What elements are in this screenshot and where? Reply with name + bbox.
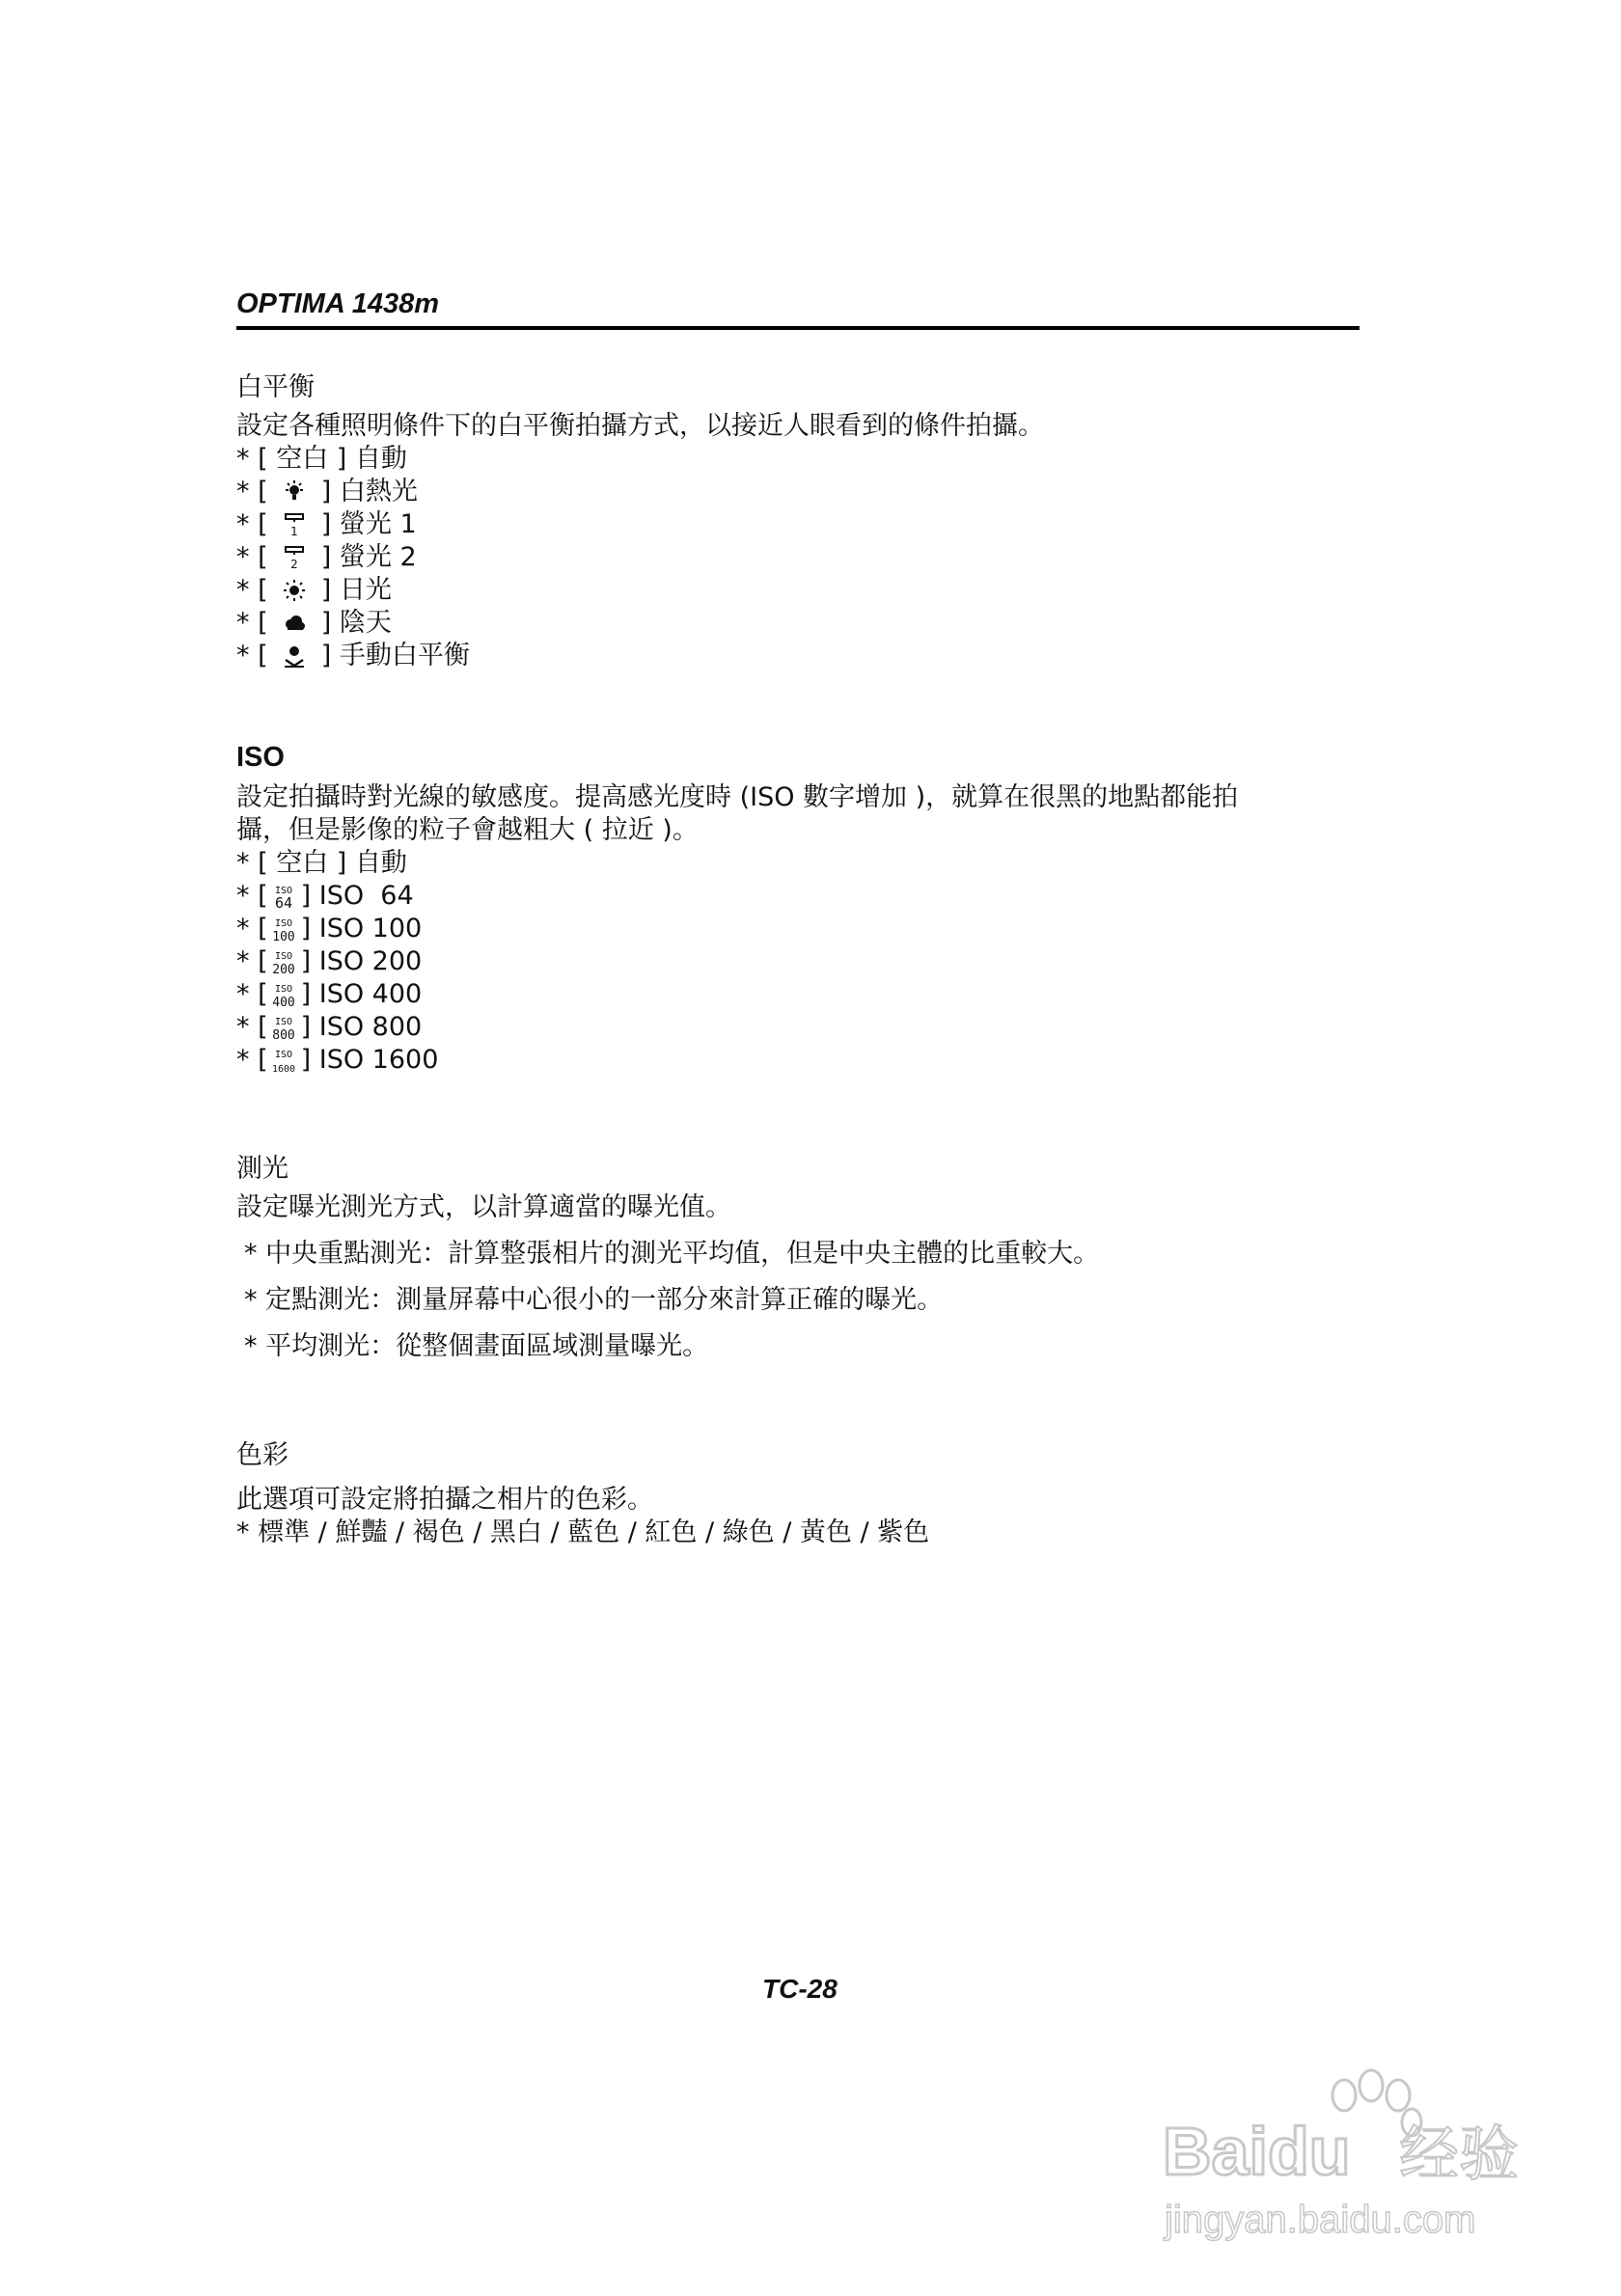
cloudy-icon [276, 610, 313, 637]
iso-64-icon [268, 883, 301, 910]
iso-200-icon [268, 948, 301, 975]
wb-item-label: ] 日光 [313, 575, 392, 605]
wb-item-label: 空白 ] 自動 [276, 444, 407, 474]
svg-text:ISO: ISO [274, 886, 292, 896]
color-heading: 色彩 [236, 1440, 288, 1470]
iso-item-auto [236, 847, 1365, 880]
wb-item-daylight [236, 574, 1365, 607]
iso-item-prefix: * [ [236, 881, 268, 911]
color-options: * 標準 / 鮮豔 / 褐色 / 黑白 / 藍色 / 紅色 / 綠色 / 黃色 / 紫色 [236, 1517, 930, 1547]
iso-icon-number: 100 [271, 930, 295, 944]
iso-item-100 [236, 913, 1365, 945]
svg-text:ISO: ISO [274, 918, 292, 929]
iso-item-label: 空白 ] 自動 [276, 848, 407, 878]
svg-text:1: 1 [290, 525, 299, 538]
wb-item-label: ] 白熱光 [313, 477, 418, 506]
white-balance-section [236, 371, 1365, 672]
iso-item-label: ] ISO 100 [300, 914, 423, 943]
svg-text:ISO: ISO [274, 1050, 292, 1060]
wb-item-prefix: * [ [236, 542, 277, 572]
iso-section [236, 741, 1365, 1077]
iso-description-line-1: 設定拍攝時對光線的敏感度。提高感光度時 (ISO 數字增加 )，就算在很黑的地點都能拍 [236, 782, 1239, 812]
manual-wb-icon [276, 642, 313, 670]
wb-item-manual [236, 640, 1365, 672]
watermark-brand-du: du [1267, 2114, 1351, 2189]
iso-item-prefix: * [ [236, 1045, 268, 1075]
wb-item-fluorescent-2 [236, 541, 1365, 574]
iso-heading: ISO [236, 742, 285, 773]
watermark-cn-text: 经验 [1399, 2118, 1520, 2189]
iso-item-1600 [236, 1044, 1365, 1077]
wb-item-prefix: * [ [236, 477, 277, 506]
document-header-title: OPTIMA 1438m [236, 288, 440, 319]
iso-item-label: ] ISO 64 [300, 881, 414, 911]
iso-item-label: ] ISO 400 [300, 979, 423, 1009]
header-divider [236, 326, 1360, 330]
wb-item-auto [236, 443, 1365, 476]
metering-item-average: * 平均測光：從整個畫面區域測量曝光。 [244, 1331, 709, 1361]
iso-item-prefix: * [ [236, 946, 268, 976]
iso-400-icon [268, 981, 301, 1008]
wb-item-label: ] 手動白平衡 [313, 641, 470, 670]
watermark-brand-bai: Bai [1163, 2114, 1268, 2189]
wb-item-label: ] 螢光 2 [313, 542, 417, 572]
metering-item-spot: * 定點測光：測量屏幕中心很小的一部分來計算正確的曝光。 [244, 1285, 944, 1315]
wb-item-prefix: * [ [236, 608, 277, 638]
iso-icon-number: 1600 [271, 1064, 295, 1075]
iso-icon-number: 200 [271, 963, 295, 977]
wb-item-prefix: * [ [236, 509, 277, 539]
iso-item-64 [236, 880, 1365, 913]
wb-item-prefix: * [ [236, 641, 277, 670]
wb-item-label: ] 螢光 1 [313, 509, 417, 539]
color-section [236, 1439, 1365, 1549]
svg-text:ISO: ISO [274, 984, 292, 995]
iso-item-prefix: * [ [236, 1012, 268, 1042]
metering-item-center-weighted: * 中央重點測光：計算整張相片的測光平均值，但是中央主體的比重較大。 [244, 1239, 1100, 1269]
iso-item-800 [236, 1011, 1365, 1044]
fluorescent-2-icon [276, 544, 313, 571]
wb-item-cloudy [236, 607, 1365, 640]
fluorescent-1-icon [276, 511, 313, 538]
iso-100-icon [268, 916, 301, 943]
iso-item-prefix: * [ [236, 979, 268, 1009]
iso-item-400 [236, 978, 1365, 1011]
svg-text:ISO: ISO [274, 951, 292, 962]
iso-icon-number: 64 [274, 894, 292, 912]
metering-description: 設定曝光測光方式，以計算適當的曝光值。 [236, 1192, 731, 1222]
baidu-watermark [1153, 2055, 1539, 2257]
metering-heading: 測光 [236, 1154, 288, 1184]
svg-text:ISO: ISO [274, 1017, 292, 1027]
iso-item-prefix: * [ [236, 848, 277, 878]
white-balance-heading: 白平衡 [236, 372, 315, 402]
white-balance-description: 設定各種照明條件下的白平衡拍攝方式，以接近人眼看到的條件拍攝。 [236, 411, 1044, 441]
iso-item-label: ] ISO 800 [300, 1012, 423, 1042]
metering-section [236, 1153, 1365, 1363]
wb-item-incandescent [236, 476, 1365, 508]
wb-item-prefix: * [ [236, 444, 277, 474]
wb-item-prefix: * [ [236, 575, 277, 605]
iso-icon-number: 400 [271, 996, 295, 1010]
iso-1600-icon [268, 1047, 301, 1074]
iso-800-icon [268, 1014, 301, 1041]
svg-text:2: 2 [290, 558, 299, 571]
iso-item-label: ] ISO 1600 [300, 1045, 439, 1075]
incandescent-icon [276, 478, 313, 506]
page-number: TC-28 [762, 1974, 838, 2004]
watermark-url: jingyan.baidu.com [1165, 2199, 1476, 2241]
wb-item-fluorescent-1 [236, 508, 1365, 541]
iso-item-prefix: * [ [236, 914, 268, 943]
iso-icon-number: 800 [271, 1028, 295, 1043]
wb-item-label: ] 陰天 [313, 608, 392, 638]
color-description: 此選項可設定將拍攝之相片的色彩。 [236, 1485, 653, 1515]
iso-item-200 [236, 945, 1365, 978]
watermark-brand [1163, 2113, 1350, 2190]
daylight-icon [276, 577, 313, 604]
iso-item-label: ] ISO 200 [300, 946, 423, 976]
iso-description-line-2: 攝，但是影像的粒子會越粗大 ( 拉近 )。 [236, 815, 699, 845]
